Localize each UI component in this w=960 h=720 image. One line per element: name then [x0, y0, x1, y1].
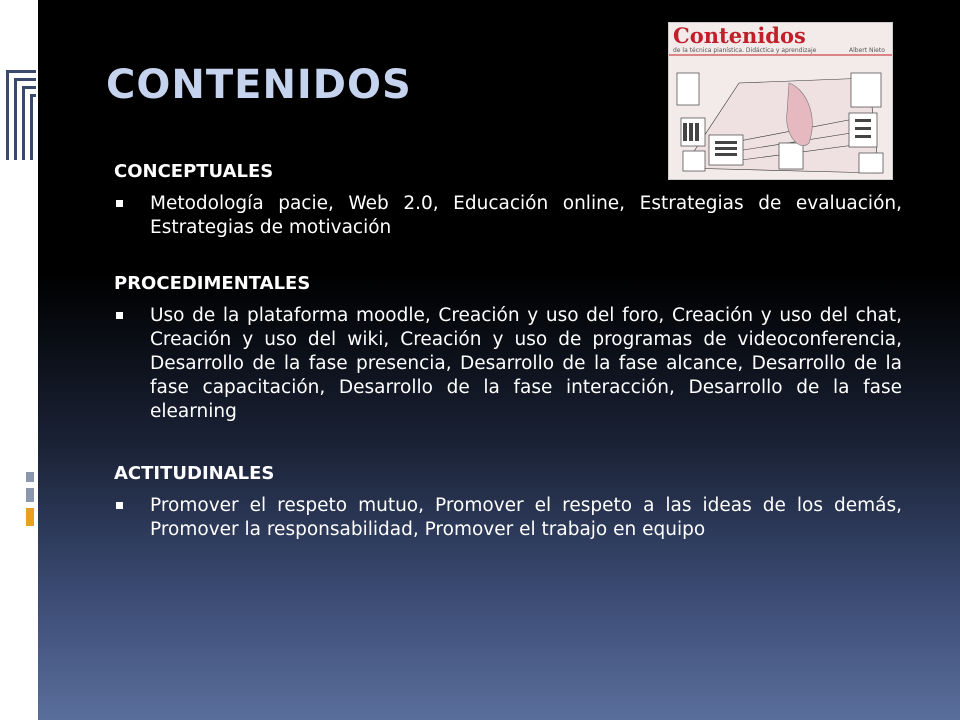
side-color-marks — [26, 472, 36, 562]
bullet-square-icon — [116, 200, 123, 207]
bullet-item — [114, 304, 902, 424]
slide-content — [114, 158, 902, 542]
section-procedimentales — [114, 270, 902, 424]
thumb-author: Albert Nieto — [849, 47, 885, 54]
slide-title: CONTENIDOS — [106, 62, 412, 108]
thumb-title: Contenidos — [673, 23, 806, 48]
bullet-text: Metodología pacie, Web 2.0, Educación online, Estrategias de evaluación, Estrategias de motivación — [150, 193, 902, 238]
bullet-text: Promover el respeto mutuo, Promover el respeto a las ideas de los demás, Promover la responsabilidad, Promover el trabajo en equipo — [150, 495, 902, 540]
section-conceptuales — [114, 158, 902, 240]
section-actitudinales — [114, 460, 902, 542]
bullet-text: Uso de la plataforma moodle, Creación y uso del foro, Creación y uso del chat, Creación y uso del wiki, Creación y uso de programas de videoconferencia, Desarrollo de la fase presencia, Desarrollo de la fase alcance, Desarrollo de la fase capacitación, Desarrollo de la fase interacción, Desarrollo de la fase elearning — [150, 305, 902, 422]
section-heading: ACTITUDINALES — [114, 463, 275, 484]
bullet-item — [114, 494, 902, 542]
bullet-square-icon — [116, 312, 123, 319]
left-decorative-strip — [0, 0, 38, 720]
bullet-square-icon — [116, 502, 123, 509]
section-heading: PROCEDIMENTALES — [114, 273, 311, 294]
bullet-item — [114, 192, 902, 240]
thumb-subtitle: de la técnica pianística. Didáctica y aprendizaje — [673, 47, 817, 54]
book-cover-illustration — [669, 23, 892, 179]
contenidos-book-image — [668, 22, 893, 180]
section-heading: CONCEPTUALES — [114, 161, 274, 182]
decorative-lines — [0, 0, 36, 200]
